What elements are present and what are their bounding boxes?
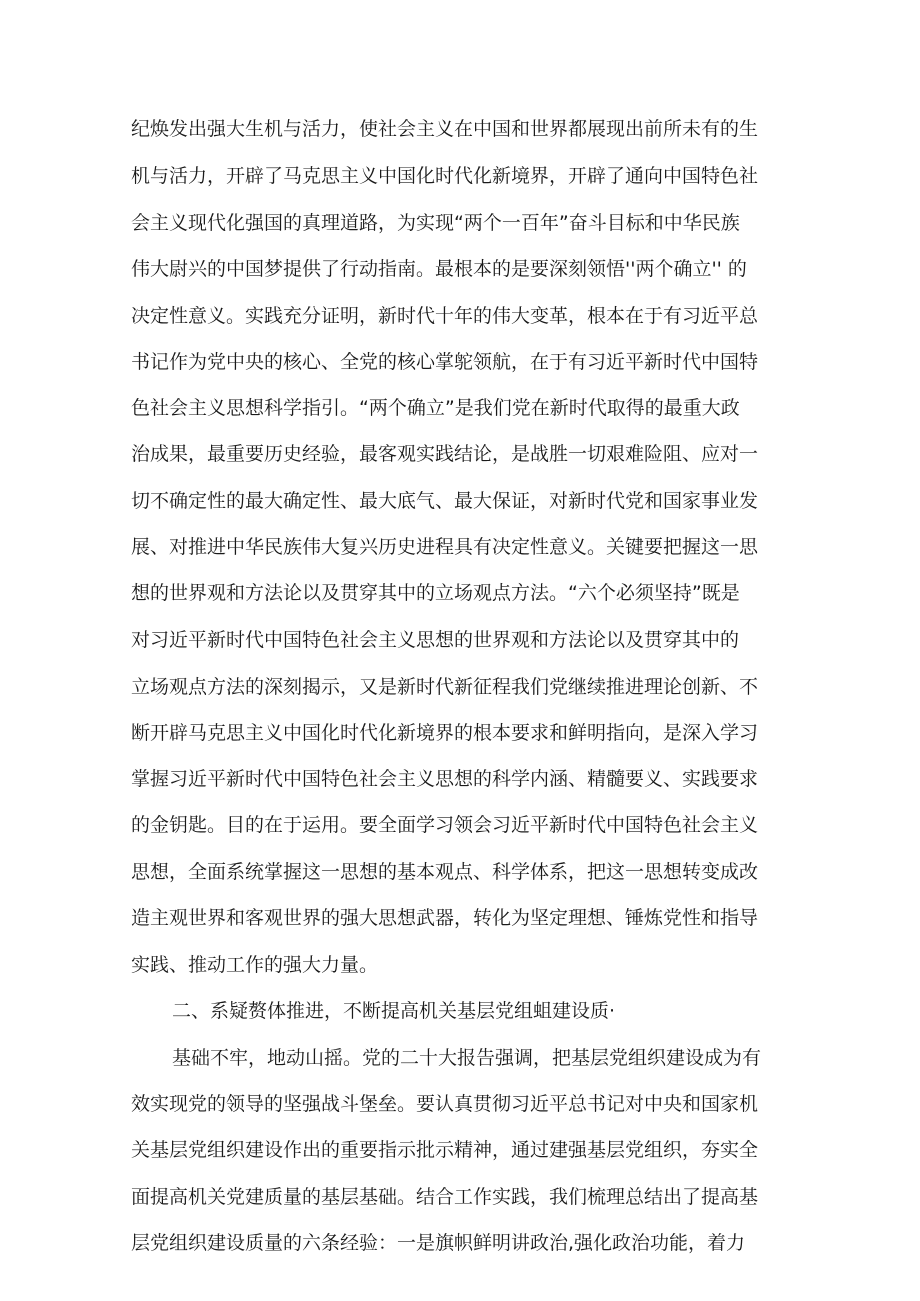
text-line: 色社会主义思想科学指引。“两个确立”是我们党在新时代取得的最重大政 [131, 397, 740, 419]
text-line: 决定性意义。实践充分证明，新时代十年的伟大变革，根本在于有习近平总 [131, 305, 759, 327]
text-line: 掌握习近平新时代中国特色社会主义思想的科学内涵、精髓要义、实践要求 [131, 768, 759, 790]
text-line: 想的世界观和方法论以及贯穿其中的立场观点方法。“六个必须坚持”既是 [131, 582, 740, 604]
section-heading: 二、系疑赘体推进，不断提高机关基层党组蛆建设质· [172, 1000, 616, 1022]
text-line: 的金钥匙。目的在于运用。要全面学习领会习近平新时代中国特色社会主义 [131, 814, 759, 836]
text-line: 会主义现代化强国的真理道路，为实现“两个一百年”奋斗目标和中华民族 [131, 212, 740, 234]
text-line: 层党组织建设质量的六条经验：一是旗帜鲜明讲政治,强化政治功能，着力 [131, 1232, 746, 1254]
text-line: 纪焕发出强大生机与活力，使社会主义在中国和世界都展现出前所未有的生 [131, 118, 759, 140]
text-line: 实践、推动工作的强大力量。 [131, 954, 379, 976]
text-line: 立场观点方法的深刻揭示，又是新时代新征程我们党继续推进理论创新、不 [131, 676, 759, 698]
text-line: 机与活力，开辟了马克思主义中国化时代化新境界，开辟了通向中国特色社 [131, 165, 759, 187]
text-line: 伟大尉兴的中国梦提供了行动指南。最根本的是要深刻领悟''两个确立'' 的 [131, 258, 747, 280]
text-line: 关基层党组织建设作出的重要指示批示精神，通过建强基层党组织，夯实全 [131, 1139, 759, 1161]
text-line: 效实现党的领导的坚强战斗堡垒。要认真贯彻习近平总书记对中央和国家机 [131, 1093, 759, 1115]
text-line: 断开辟马克思主义中国化时代化新境界的根本要求和鲜明指向，是深入学习 [131, 722, 759, 744]
text-line: 造主观世界和客观世界的强大思想武器，转化为坚定理想、锤炼党性和指导 [131, 907, 759, 929]
text-line: 对习近平新时代中国特色社会主义思想的世界观和方法论以及贯穿其中的 [131, 629, 740, 651]
paragraph-first-line: 基础不牢，地动山摇。党的二十大报告强调，把基层党组织建设成为有 [172, 1047, 762, 1069]
text-line: 展、对推进中华民族伟大复兴历史进程具有决定性意义。关键要把握这一思 [131, 536, 759, 558]
text-line: 面提高机关党建质量的基层基础。结合工作实践，我们梳理总结出了提高基 [131, 1186, 759, 1208]
text-line: 思想，全面系统掌握这一思想的基本观点、科学体系，把这一思想转变成改 [131, 861, 759, 883]
text-line: 切不确定性的最大确定性、最大底气、最大保证，对新时代党和国家事业发 [131, 490, 759, 512]
text-line: 治成果，最重要历史经验，最客观实践结论，是战胜一切艰难险阻、应对一 [131, 443, 759, 465]
text-line: 书记作为党中央的核心、全党的核心掌鸵领航，在于有习近平新时代中国特 [131, 351, 759, 373]
